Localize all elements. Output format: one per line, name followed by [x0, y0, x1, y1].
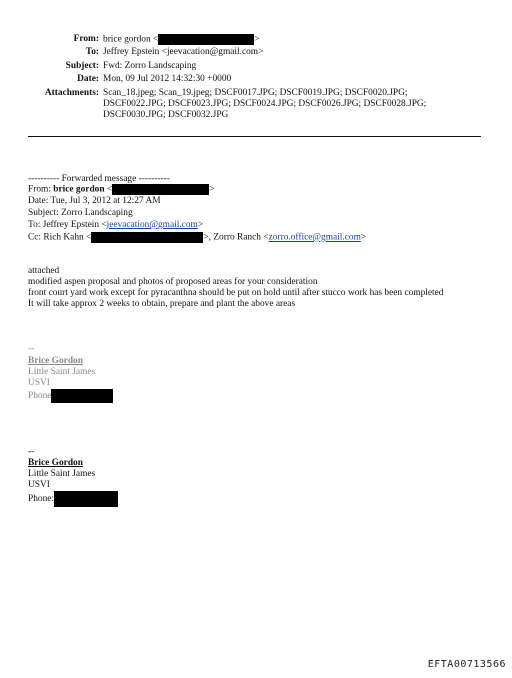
forwarded-from [28, 184, 215, 196]
body-line: attached [28, 266, 60, 276]
signature-line: Little Saint James [28, 469, 96, 479]
date-label: Date: [77, 74, 99, 84]
body-line: It will take approx 2 weeks to obtain, prepare and plant the above areas [28, 299, 296, 309]
body-line: front court yard work except for pyracanthna should be put on hold until after stucco work has been completed [28, 288, 444, 298]
forwarded-banner: ---------- Forwarded message ---------- [28, 174, 170, 184]
signature-phone [28, 491, 118, 507]
signature-phone-label: Phone: [28, 494, 55, 505]
signature-line: USVI [28, 480, 50, 490]
signature-line: Little Saint James [28, 367, 96, 377]
forwarded-date: Date: Tue, Jul 3, 2012 at 12:27 AM [28, 196, 161, 206]
forwarded-from-prefix: From: [28, 184, 54, 195]
body-line: modified aspen proposal and photos of proposed areas for your consideration [28, 277, 318, 287]
from-value [103, 34, 260, 46]
to-label: To: [85, 47, 99, 57]
signature-phone [28, 389, 113, 403]
redaction-bar [158, 34, 254, 45]
redaction-bar [112, 184, 209, 195]
subject-value: Fwd: Zorro Landscaping [103, 61, 197, 71]
signature-name: Brice Gordon [28, 458, 83, 468]
forwarded-cc-prefix: Cc: Rich Kahn < [28, 232, 92, 243]
redaction-bar [51, 389, 113, 403]
email-link[interactable]: jeevacation@gmail.com [106, 220, 198, 230]
date-value: Mon, 09 Jul 2012 14:32:30 +0000 [103, 74, 232, 84]
forwarded-cc-suffix: > [360, 232, 367, 243]
attachments-line: DSCF0022.JPG; DSCF0023.JPG; DSCF0024.JPG; DSCF0026.JPG; DSCF0028.JPG; [103, 99, 427, 109]
subject-label: Subject: [65, 61, 99, 71]
forwarded-from-name: brice gordon [53, 184, 105, 195]
from-value-prefix: brice gordon < [103, 34, 159, 45]
forwarded-from-open: < [104, 184, 113, 195]
from-value-suffix: > [254, 34, 260, 45]
email-link[interactable]: zorro.office@gmail.com [268, 232, 361, 243]
forwarded-from-close: > [209, 184, 215, 195]
forwarded-cc [28, 232, 366, 244]
attachments-label: Attachments: [44, 88, 99, 98]
attachments-line: Scan_18.jpeg; Scan_19.jpeg; DSCF0017.JPG; DSCF0019.JPG; DSCF0020.JPG; [103, 88, 408, 98]
forwarded-to-prefix: To: Jeffrey Epstein < [28, 220, 107, 230]
redaction-bar [54, 491, 118, 507]
header-separator [28, 136, 481, 137]
bates-stamp: EFTA00713566 [427, 659, 506, 670]
signature-name: Brice Gordon [28, 356, 83, 366]
forwarded-subject: Subject: Zorro Landscaping [28, 208, 133, 218]
forwarded-to-suffix: > [197, 220, 204, 230]
to-value: Jeffrey Epstein <jeevacation@gmail.com> [103, 47, 264, 57]
forwarded-cc-mid: >, Zorro Ranch < [203, 232, 269, 243]
signature-dashes: -- [28, 344, 35, 354]
signature-line: USVI [28, 378, 50, 388]
forwarded-to [28, 220, 203, 231]
from-label: From: [73, 34, 99, 44]
signature-dashes: -- [28, 447, 35, 457]
signature-phone-label: Phone [28, 391, 52, 402]
redaction-bar [91, 232, 203, 243]
attachments-line: DSCF0030.JPG; DSCF0032.JPG [103, 110, 229, 120]
